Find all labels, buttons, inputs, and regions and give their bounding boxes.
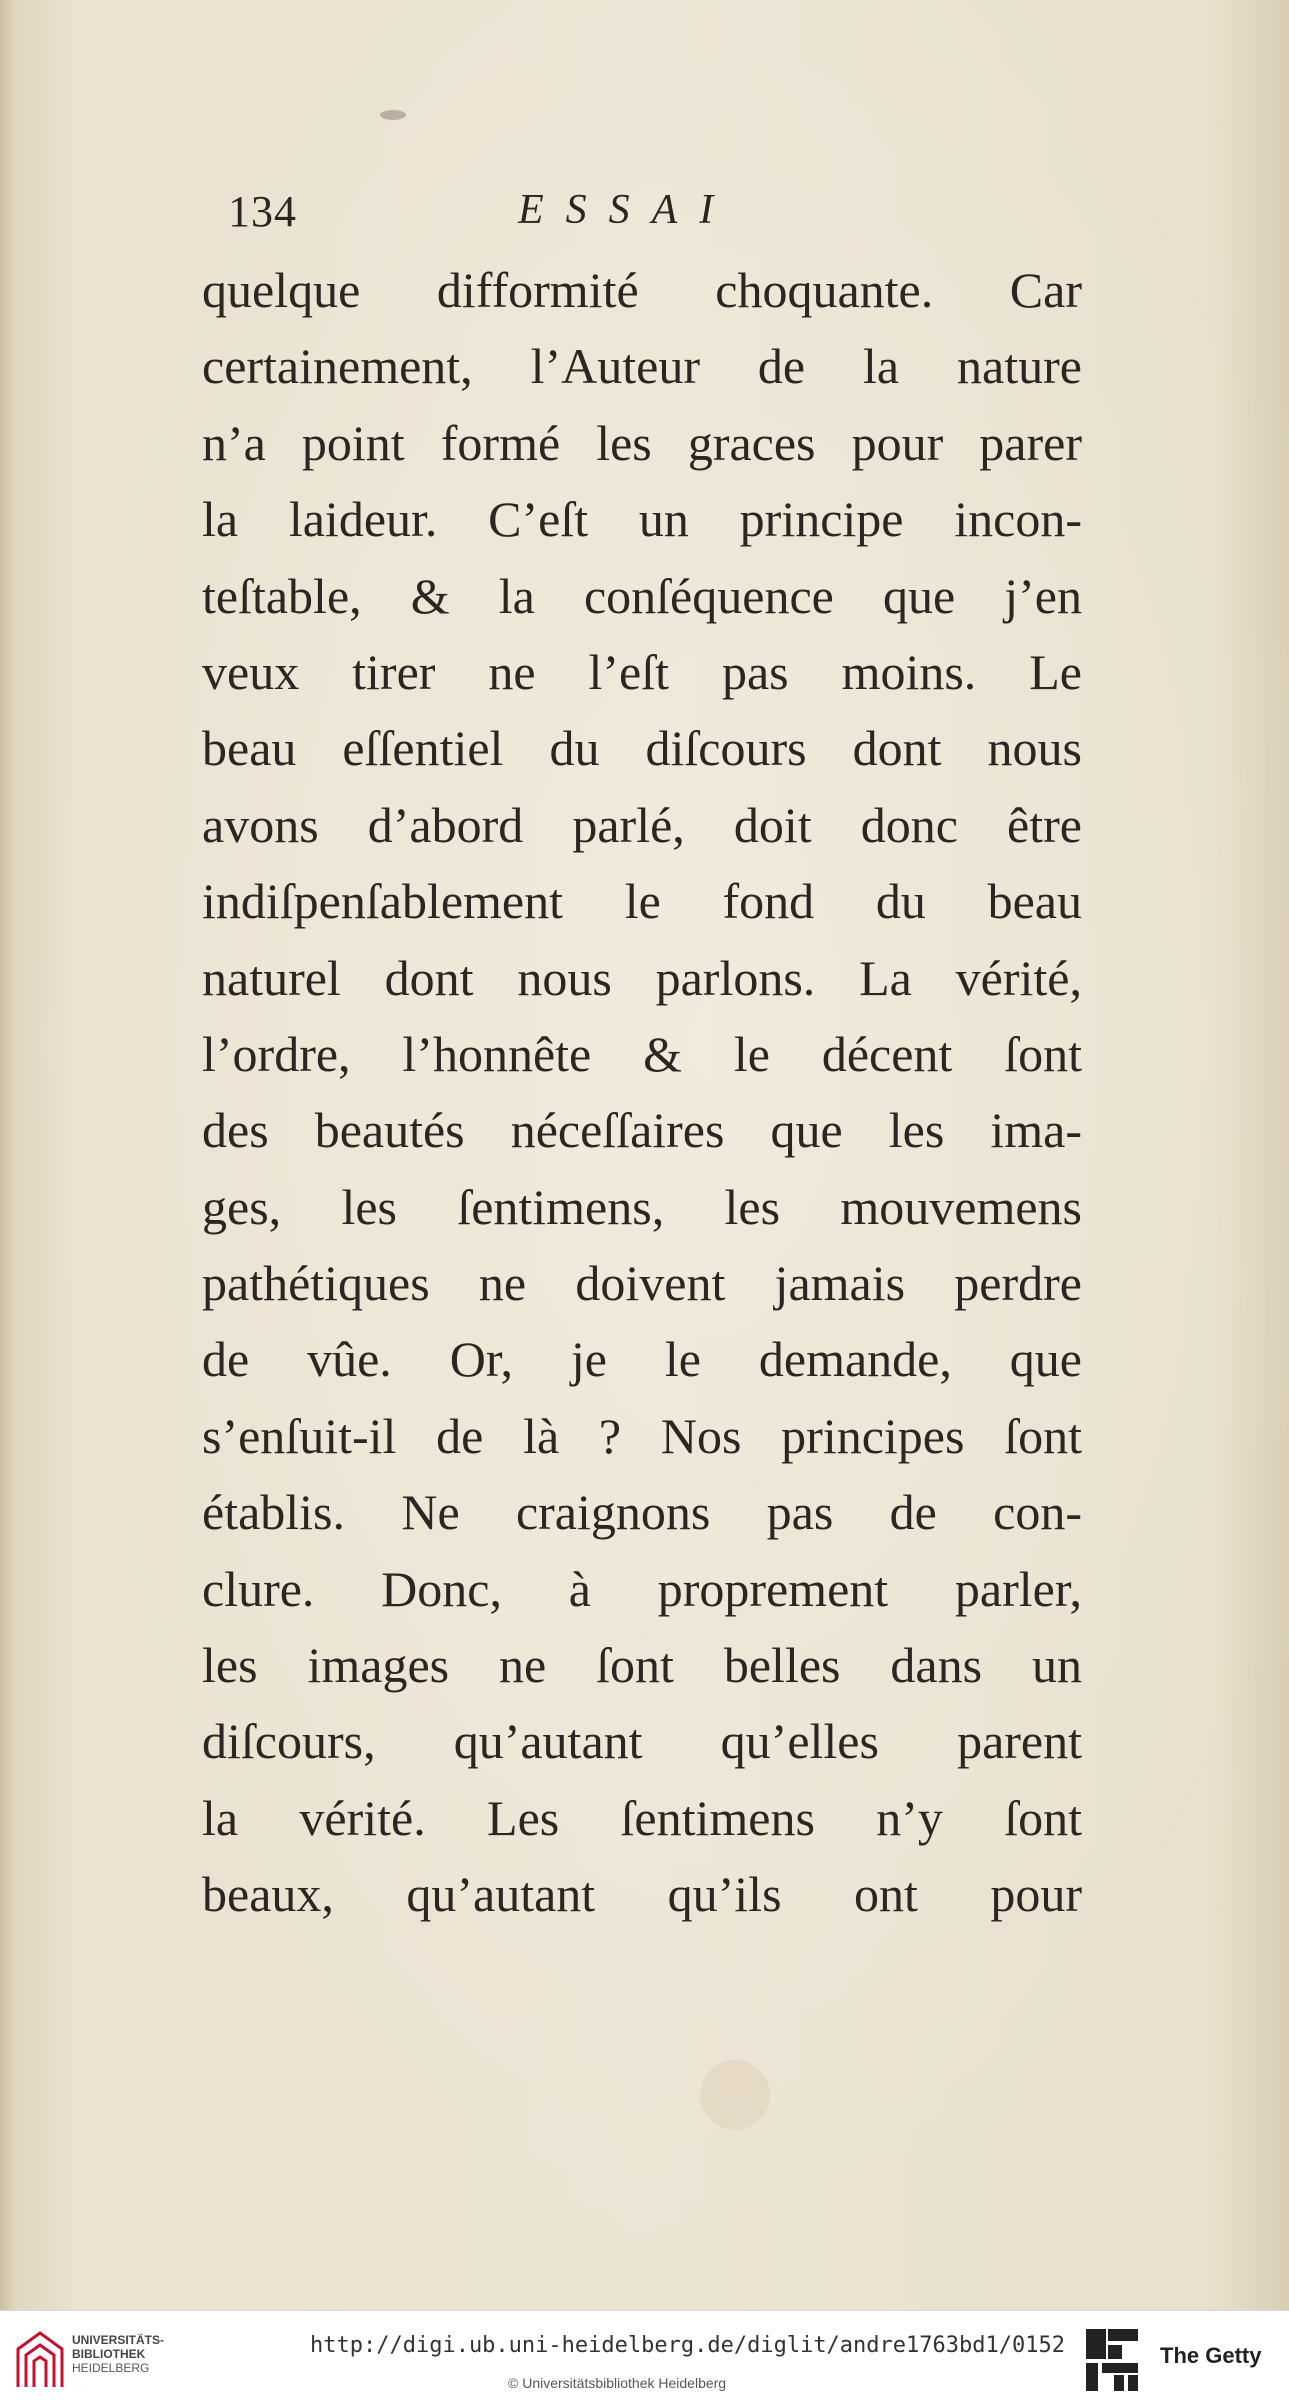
library-name-line-3: HEIDELBERG: [72, 2361, 150, 2375]
university-library-logo-icon: [14, 2329, 66, 2391]
text-line: de vûe. Or, je le demande, que: [202, 1331, 1082, 1388]
running-header: [200, 186, 1090, 246]
ink-mark: [380, 110, 406, 120]
text-line: indiſpenſablement le fond du beau: [202, 873, 1082, 930]
text-line: s’enſuit-il de là ? Nos principes ſont: [202, 1407, 1082, 1464]
text-line: l’ordre, l’honnête & le décent ſont: [202, 1025, 1082, 1082]
text-line: des beautés néceſſaires que les ima-: [202, 1102, 1082, 1159]
text-line: certainement, l’Auteur de la nature: [202, 338, 1082, 395]
text-line: naturel dont nous parlons. La vérité,: [202, 949, 1082, 1006]
paper-stain: [700, 2060, 770, 2130]
copyright-notice: © Universitätsbibliothek Heidelberg: [508, 2375, 727, 2391]
university-library-name: [72, 2333, 164, 2375]
text-line: la laideur. C’eſt un principe incon-: [202, 491, 1082, 548]
text-line: clure. Donc, à proprement parler,: [202, 1560, 1082, 1617]
text-line: n’a point formé les graces pour parer: [202, 414, 1082, 471]
text-line: beaux, qu’autant qu’ils ont pour: [202, 1866, 1082, 1923]
text-line: avons d’abord parlé, doit donc être: [202, 796, 1082, 853]
body-text: [202, 252, 1082, 1933]
text-line: teſtable, & la conſéquence que j’en: [202, 567, 1082, 624]
text-line: pathétiques ne doivent jamais perdre: [202, 1255, 1082, 1312]
text-line: la vérité. Les ſentimens n’y ſont: [202, 1789, 1082, 1846]
getty-name: The Getty: [1160, 2343, 1262, 2368]
text-line: veux tirer ne l’eſt pas moins. Le: [202, 643, 1082, 700]
getty-logo-icon: [1084, 2327, 1140, 2393]
text-line: quelque difformité choquante. Car: [202, 262, 1082, 318]
page-number: 134: [228, 187, 297, 236]
library-name-line-1: UNIVERSITÄTS-: [72, 2333, 165, 2347]
viewer-footer: [0, 2310, 1289, 2405]
text-line: établis. Ne craignons pas de con-: [202, 1484, 1082, 1541]
library-name-line-2: BIBLIOTHEK: [72, 2347, 146, 2361]
page-edge-shadow: [0, 0, 14, 2310]
text-line: les images ne ſont belles dans un: [202, 1637, 1082, 1694]
text-line: diſcours, qu’autant qu’elles parent: [202, 1713, 1082, 1770]
running-head-title: ESSAI: [518, 187, 736, 233]
text-line: ges, les ſentimens, les mouvemens: [202, 1178, 1082, 1235]
permalink-url[interactable]: http://digi.ub.uni-heidelberg.de/diglit/andre1763bd1/0152: [310, 2333, 1065, 2358]
text-line: beau eſſentiel du diſcours dont nous: [202, 720, 1082, 777]
